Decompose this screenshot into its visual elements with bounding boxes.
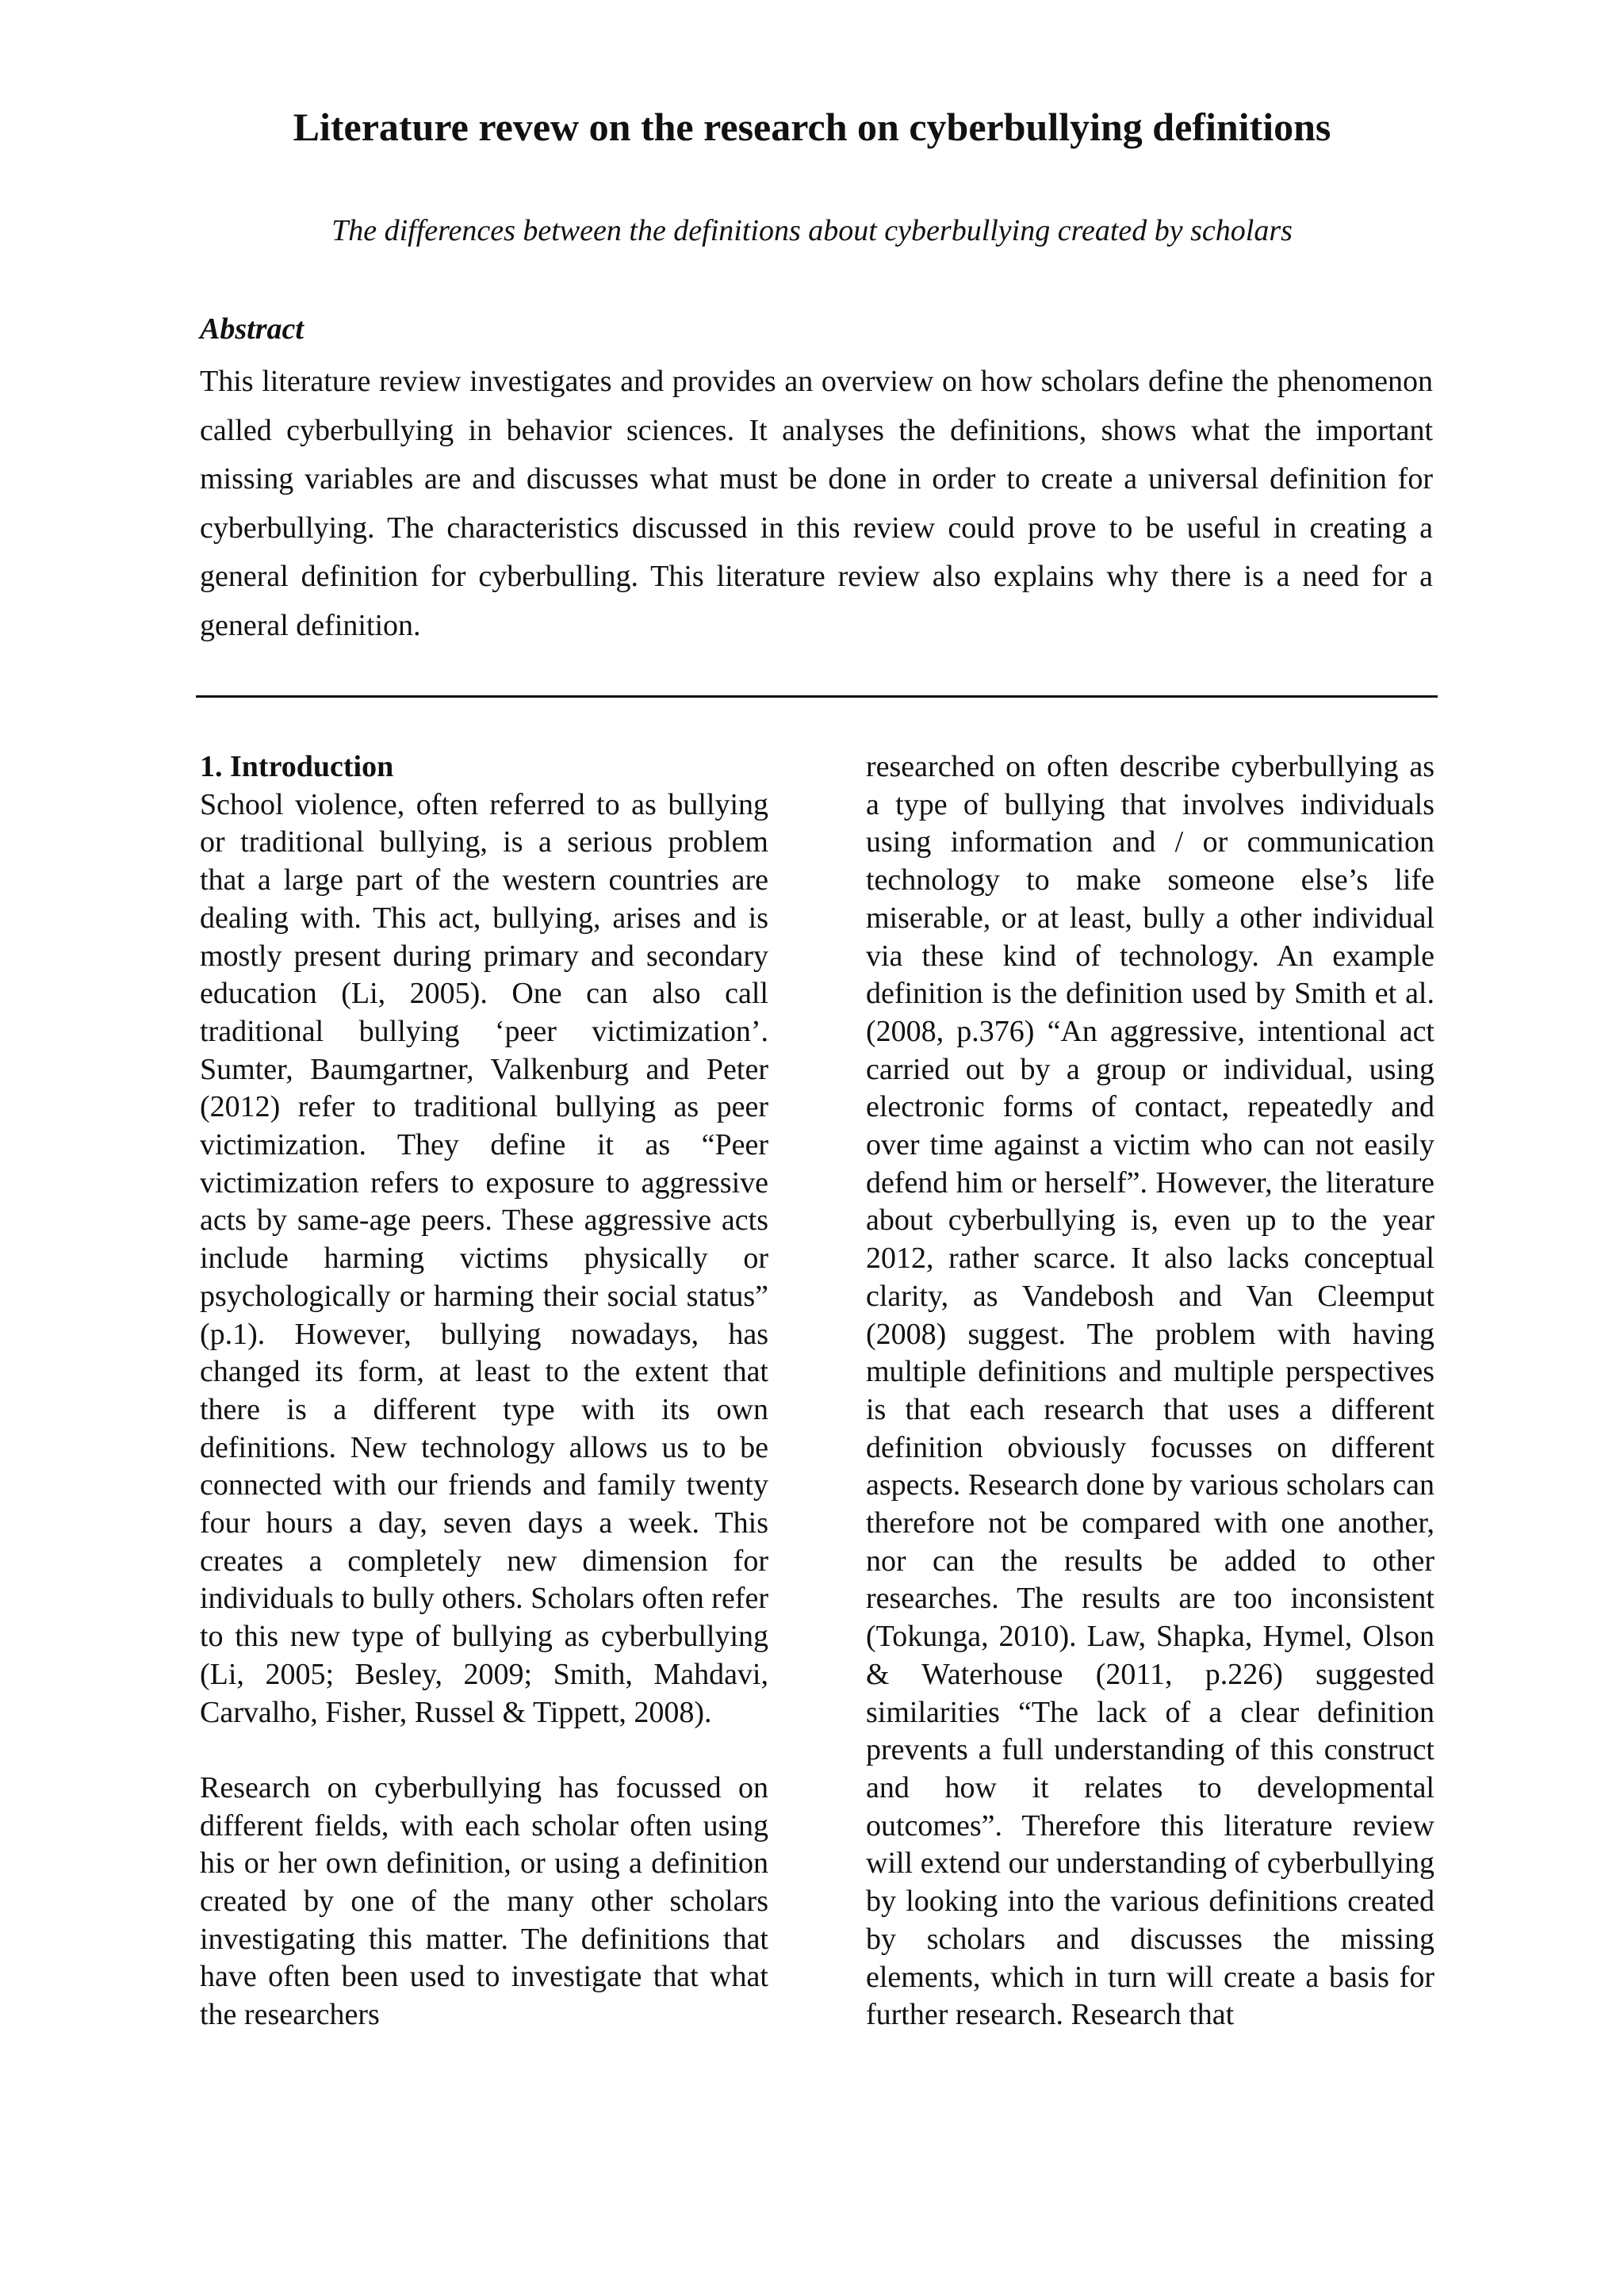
left-column	[200, 748, 768, 2034]
introduction-paragraph-3: researched on often describe cyberbullying as a type of bullying that involves individuals using information and / or communication technology to make someone else’s life miserable, or at least, bully a other individual via these kind of technology. An example definition is the definition used by Smith et al. (2008, p.376) “An aggressive, intentional act carried out by a group or individual, using electronic forms of contact, repeatedly and over time against a victim who can not easily defend him or herself”. However, the literature about cyberbullying is, even up to the year 2012, rather scarce. It also lacks conceptual clarity, as Vandebosh and Van Cleemput (2008) suggest. The problem with having multiple definitions and multiple perspectives is that each research that uses a different definition obviously focusses on different aspects. Research done by various scholars can therefore not be compared with one another, nor can the results be added to other researches. The results are too inconsistent (Tokunga, 2010). Law, Shapka, Hymel, Olson & Waterhouse (2011, p.226) suggested similarities “The lack of a clear definition prevents a full understanding of this construct and how it relates to developmental outcomes”. Therefore this literature review will extend our understanding of cyberbullying by looking into the various definitions created by scholars and discusses the missing elements, which in turn will create a basis for further research. Research that	[866, 750, 1434, 2032]
section-divider	[196, 695, 1438, 698]
introduction-paragraph-1: School violence, often referred to as bullying or traditional bullying, is a serious problem that a large part of the western countries are dealing with. This act, bullying, arises and is mostly present during primary and secondary education (Li, 2005). One can also call traditional bullying ‘peer victimization’. Sumter, Baumgartner, Valkenburg and Peter (2012) refer to traditional bullying as peer victimization. They define it as “Peer victimization refers to exposure to aggressive acts by same-age peers. These aggressive acts include harming victims physically or psychologically or harming their social status” (p.1). However, bullying nowadays, has changed its form, at least to the extent that there is a different type with its own definitions. New technology allows us to be connected with our friends and family twenty four hours a day, seven days a week. This creates a completely new dimension for individuals to bully others. Scholars often refer to this new type of bullying as cyberbullying (Li, 2005; Besley, 2009; Smith, Mahdavi, Carvalho, Fisher, Russel & Tippett, 2008).	[200, 787, 768, 1729]
right-column	[866, 748, 1434, 2034]
abstract-heading: Abstract	[200, 312, 304, 346]
abstract-body: This literature review investigates and provides an overview on how scholars define the phenomenon called cyberbullying in behavior sciences. It analyses the definitions, shows what the important missing variables are and discusses what must be done in order to create a universal definition for cyberbullying. The characteristics discussed in this review could prove to be useful in creating a general definition for cyberbulling. This literature review also explains why there is a need for a general definition.	[200, 365, 1433, 642]
page-title: Literature revew on the research on cyberbullying definitions	[293, 105, 1331, 149]
introduction-paragraph-2: Research on cyberbullying has focussed on different fields, with each scholar often using his or her own definition, or using a definition created by one of the many other scholars investigating this matter. The definitions that have often been used to investigate that what the researchers	[200, 1770, 768, 2032]
section-heading-introduction: 1. Introduction	[200, 750, 394, 783]
page-subtitle: The differences between the definitions about cyberbullying created by scholars	[331, 214, 1293, 247]
